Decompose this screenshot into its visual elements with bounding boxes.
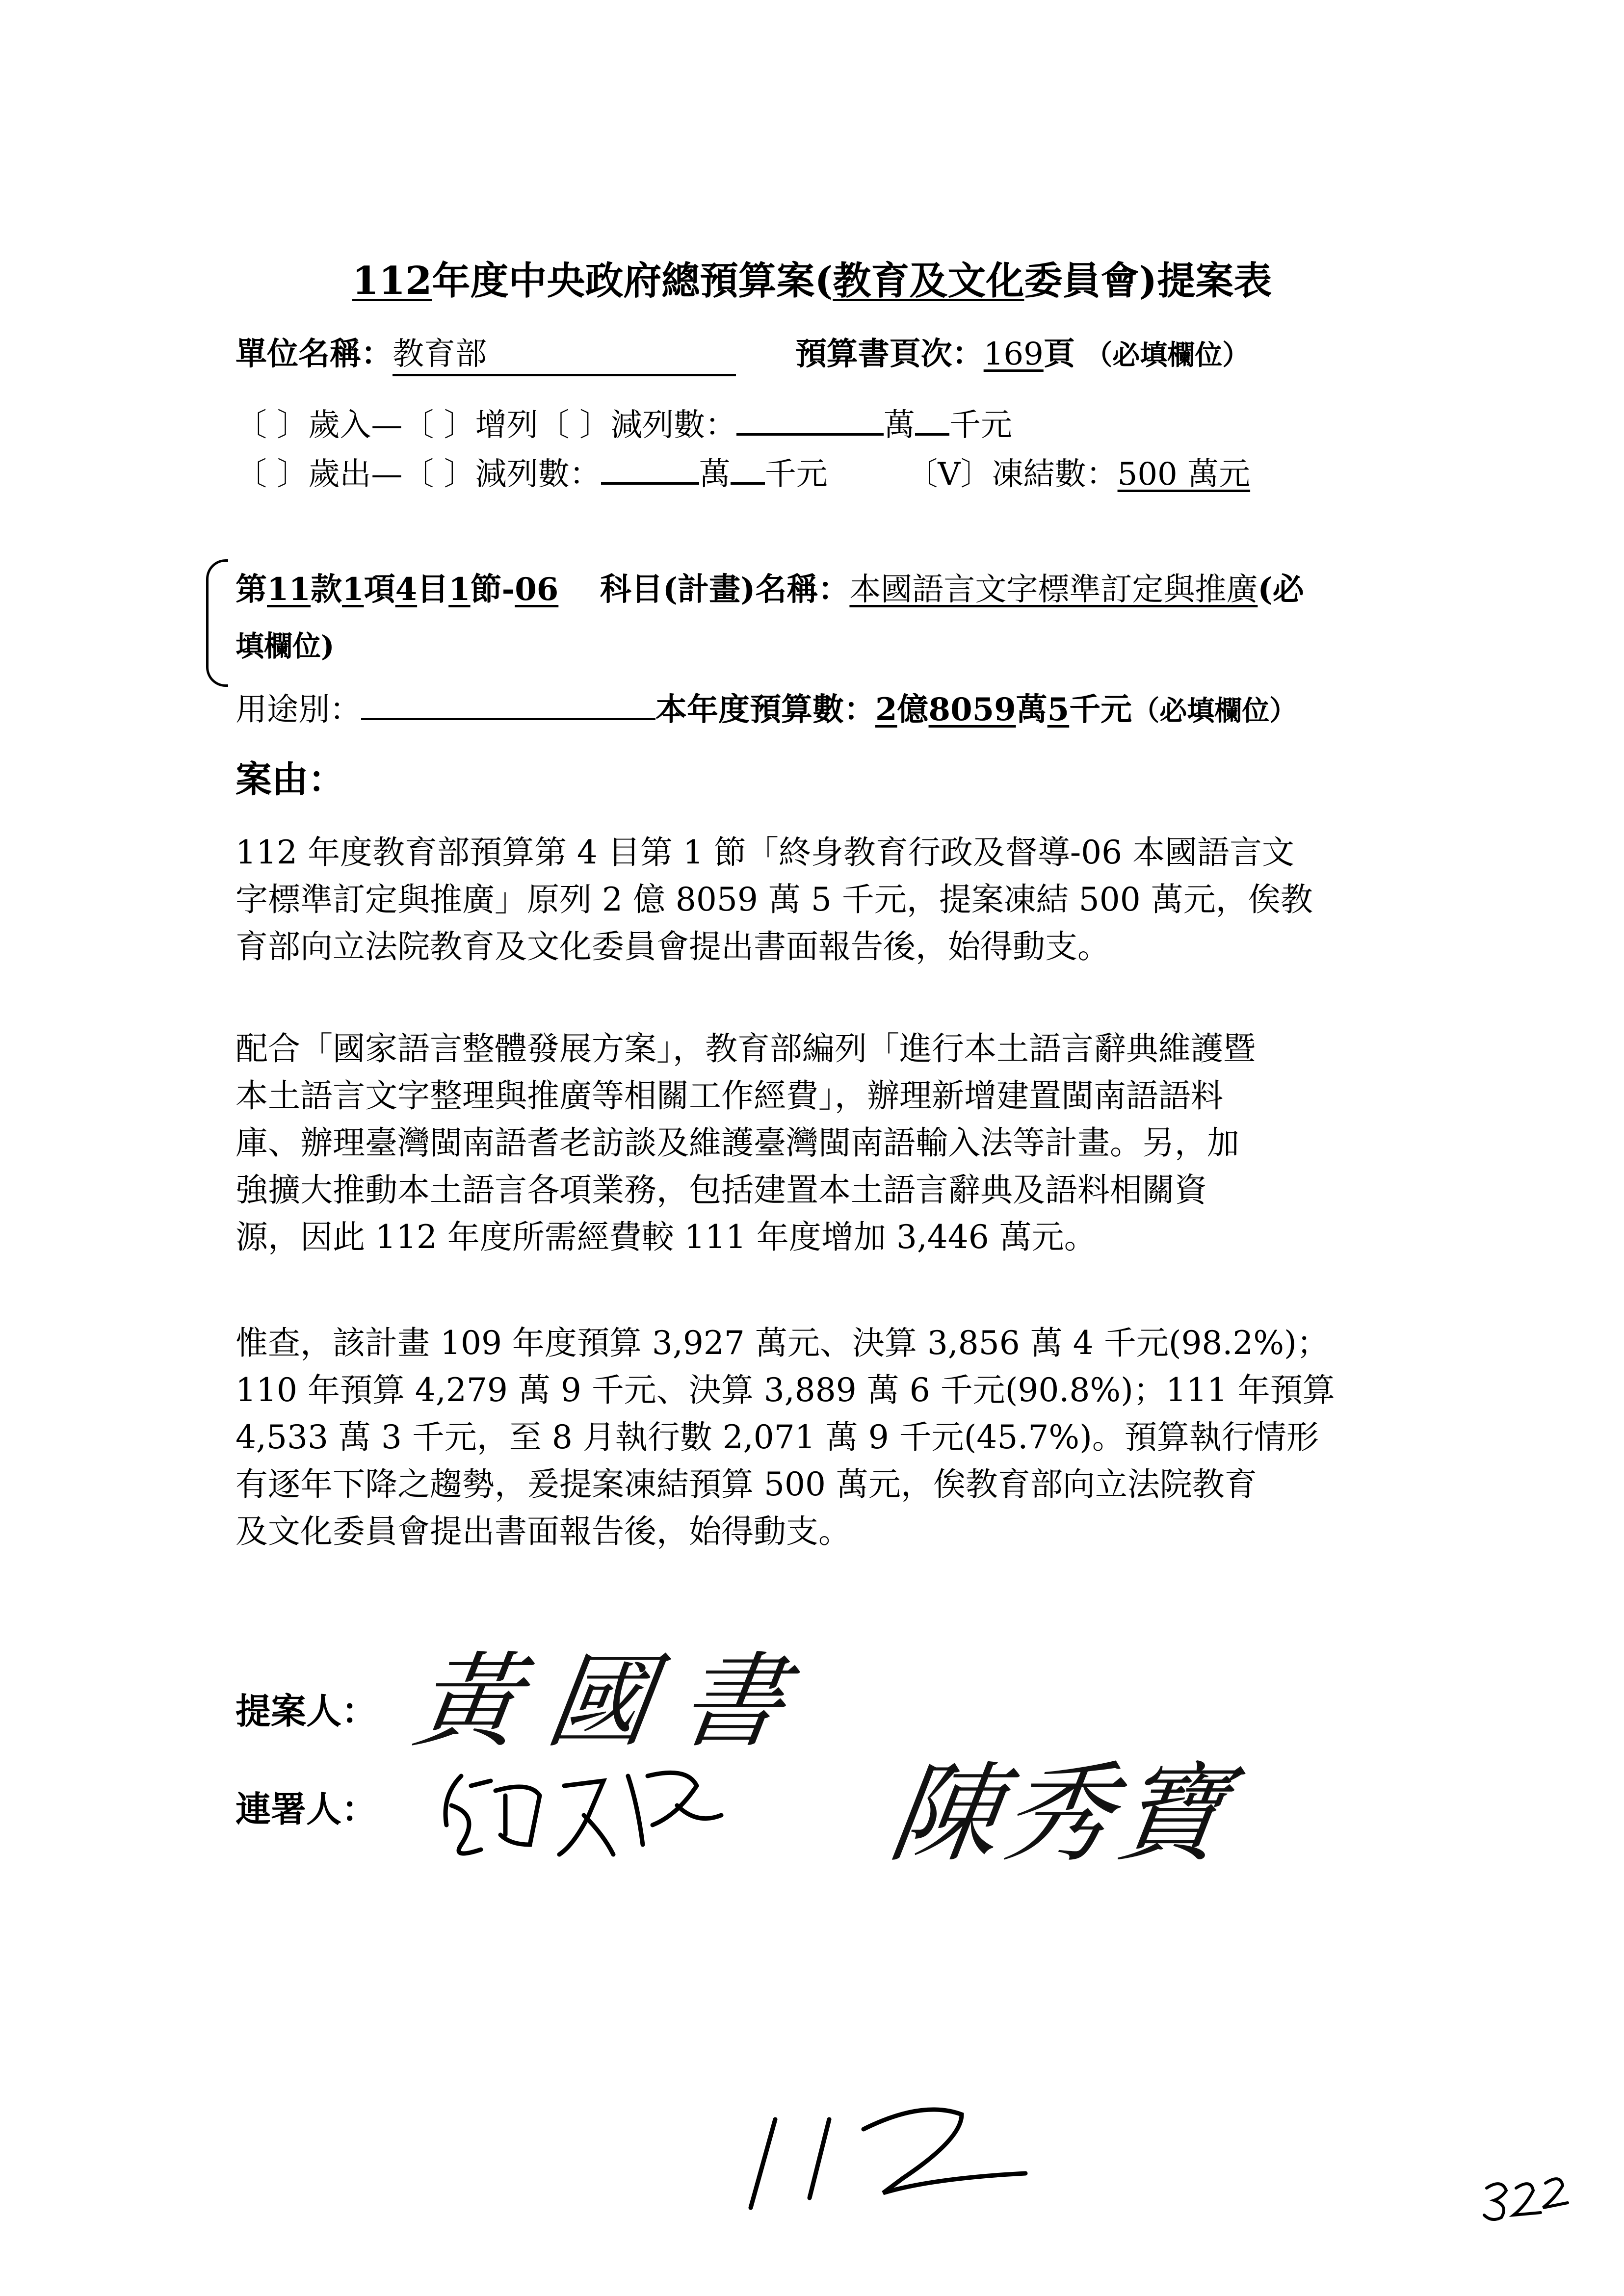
- form-title: 112年度中央政府總預算案(教育及文化委員會)提案表: [352, 259, 1272, 303]
- cosigner-signature-2: 陳秀寶: [883, 1751, 1239, 1877]
- cosigner-signature-1: [445, 1773, 721, 1854]
- proposer-signature: 黃國書: [407, 1642, 822, 1762]
- unit-value: 教育部: [393, 329, 736, 376]
- unit-row: 單位名稱：教育部 預算書頁次：169頁 （必填欄位）: [236, 329, 1250, 376]
- paragraph-2: 配合「國家語言整體發展方案」，教育部編列「進行本土語言辭典維護暨 本土語言文字整理與推廣等相關工作經費」，辦理新增建置閩南語語料 庫、辦理臺灣閩南語耆老訪談及維護臺灣閩南語輸入法等計畫。另，加 強擴大推動本土語言各項業務，包括建置本土語言辭典及語料相關資 源，因此 112 年度所需經費較 111 年度增加 3,446 萬元。: [236, 1030, 1256, 1256]
- reason-label: 案由：: [236, 758, 344, 801]
- page-number-322: [1484, 2179, 1568, 2219]
- cosigner-label: 連署人：: [236, 1788, 377, 1830]
- paragraph-3: 惟查，該計畫 109 年度預算 3,927 萬元、決算 3,856 萬 4 千元(98.2%)； 110 年預算 4,279 萬 9 千元、決算 3,889 萬 6 千元(90.8%)；111 年預算 4,533 萬 3 千元，至 8 月執行數 2,071 萬 9 千元(45.7%)。預算執行情形 有逐年下降之趨勢，爰提案凍結預算 500 萬元，俟教育部向立法院教育 及文化委員會提出書面報告後，始得動支。: [236, 1324, 1335, 1550]
- freeze-value: 500 萬元: [1117, 456, 1251, 493]
- usage-line: 用途別： 本年度預算數：2億8059萬5千元（必填欄位）: [236, 684, 1297, 730]
- item-line: 第11款1項4目1節-06 科目(計畫)名稱：本國語言文字標準訂定與推廣(必: [236, 571, 1304, 608]
- proposer-label: 提案人：: [236, 1690, 377, 1732]
- expense-line: 〔 〕歲出—〔 〕減列數： 萬 千元 〔V〕凍結數：500 萬元: [236, 449, 1250, 494]
- program-name: 本國語言文字標準訂定與推廣: [849, 572, 1258, 608]
- page-value: 169: [983, 336, 1044, 372]
- paragraph-1: 112 年度教育部預算第 4 目第 1 節「終身教育行政及督導-06 本國語言文 字標準訂定與推廣」原列 2 億 8059 萬 5 千元，提案凍結 500 萬元，俟教 育部向立法院教育及文化委員會提出書面報告後，始得動支。: [236, 834, 1313, 965]
- item-required: 填欄位): [236, 629, 335, 663]
- revenue-line: 〔 〕歲入—〔 〕增列〔 〕減列數： 萬 千元: [236, 400, 1012, 445]
- handwritten-number-112: [751, 2110, 1025, 2208]
